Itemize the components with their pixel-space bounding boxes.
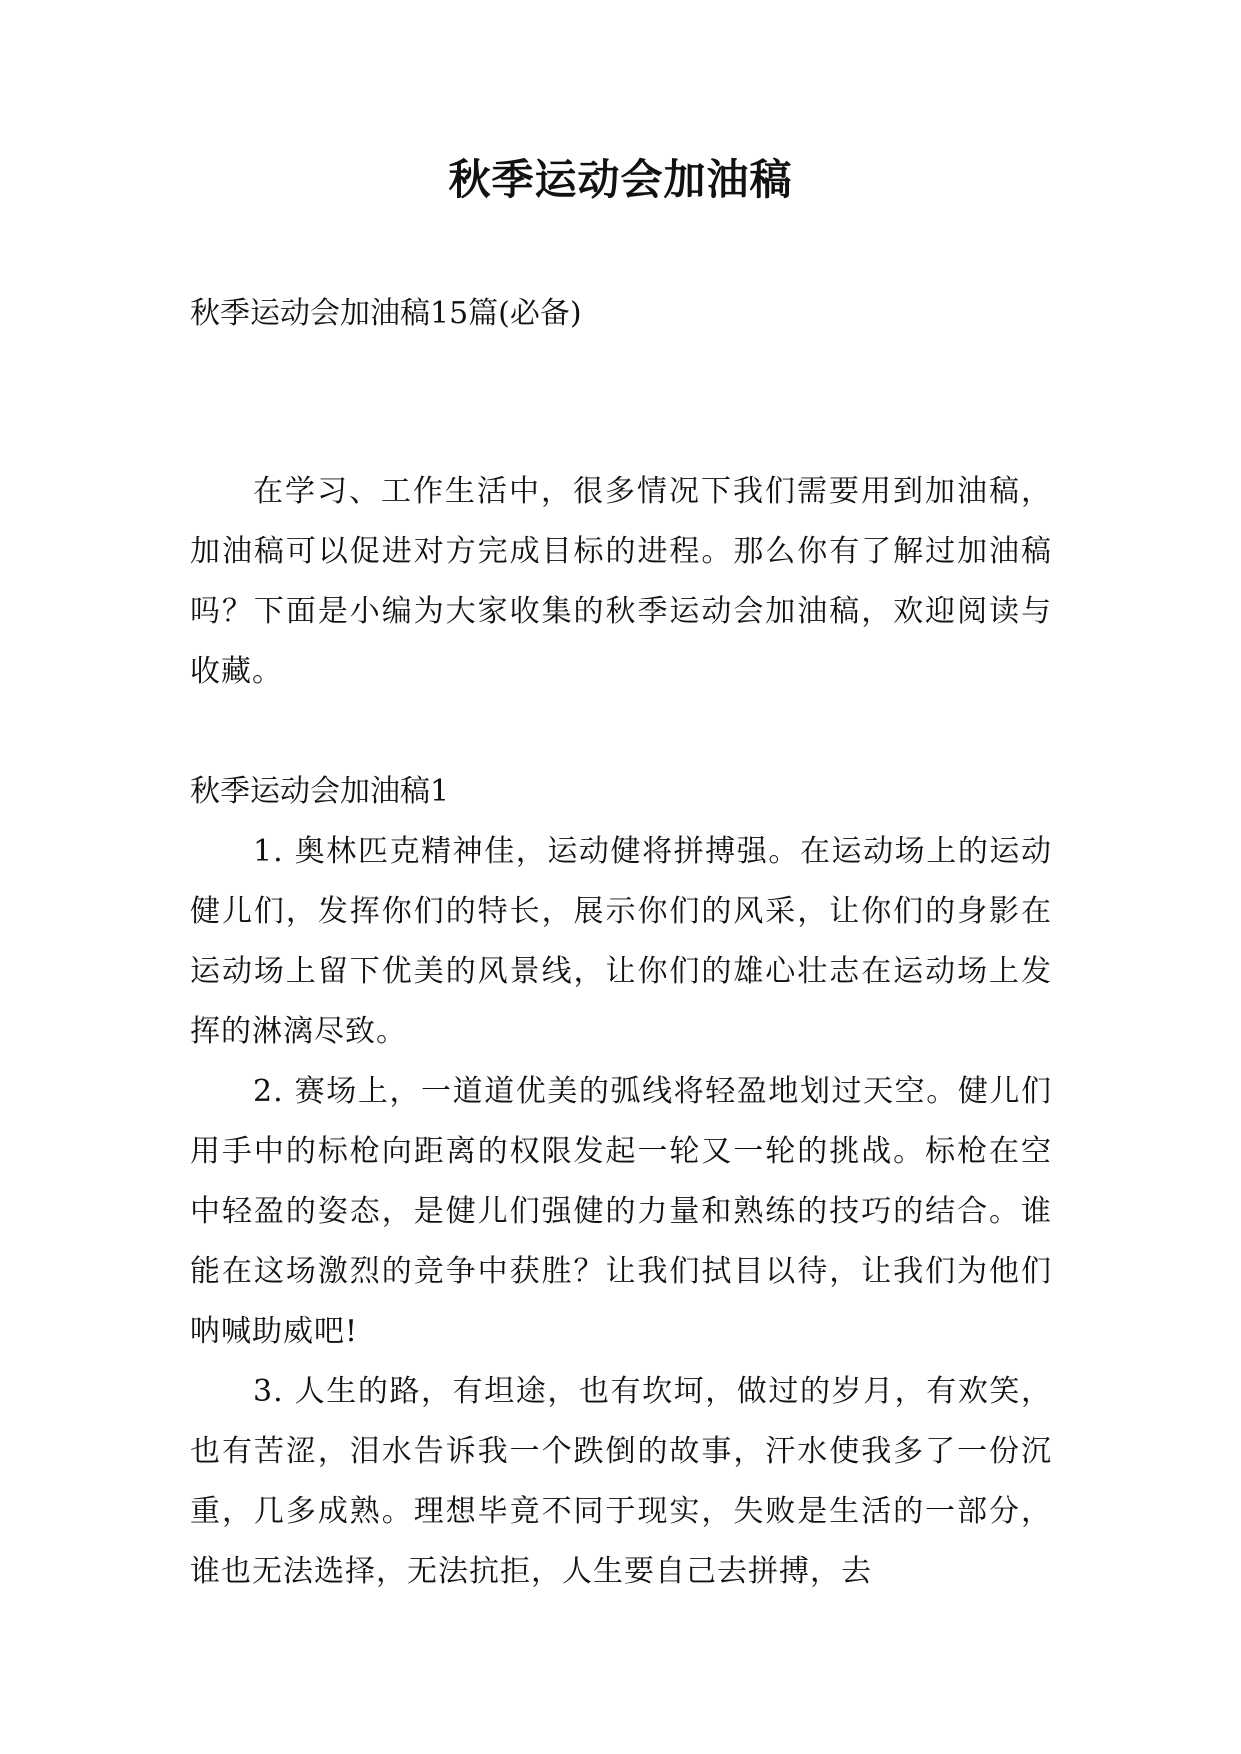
intro-paragraph: 在学习、工作生活中，很多情况下我们需要用到加油稿，加油稿可以促进对方完成目标的进程。那么你有了解过加油稿吗？下面是小编为大家收集的秋季运动会加油稿，欢迎阅读与收藏。 [190, 474, 1052, 689]
cheer-paragraph-1: 1. 奥林匹克精神佳，运动健将拼搏强。在运动场上的运动健儿们，发挥你们的特长，展示你们的风采，让你们的身影在运动场上留下优美的风景线，让你们的雄心壮志在运动场上发挥的淋漓尽致。 [190, 834, 1052, 1049]
cheer-paragraph-2: 2. 赛场上，一道道优美的弧线将轻盈地划过天空。健儿们用手中的标枪向距离的权限发起一轮又一轮的挑战。标枪在空中轻盈的姿态，是健儿们强健的力量和熟练的技巧的结合。谁能在这场激烈的竞争中获胜？让我们拭目以待，让我们为他们呐喊助威吧! [190, 1074, 1052, 1349]
cheer-paragraph-3: 3. 人生的路，有坦途，也有坎坷，做过的岁月，有欢笑，也有苦涩，泪水告诉我一个跌倒的故事，汗水使我多了一份沉重，几多成熟。理想毕竟不同于现实，失败是生活的一部分，谁也无法选择，无法抗拒，人生要自己去拼搏，去 [190, 1374, 1052, 1589]
section-heading: 秋季运动会加油稿1 [190, 774, 450, 809]
document-subtitle: 秋季运动会加油稿15篇(必备) [190, 296, 582, 331]
page-title: 秋季运动会加油稿 [448, 155, 793, 204]
